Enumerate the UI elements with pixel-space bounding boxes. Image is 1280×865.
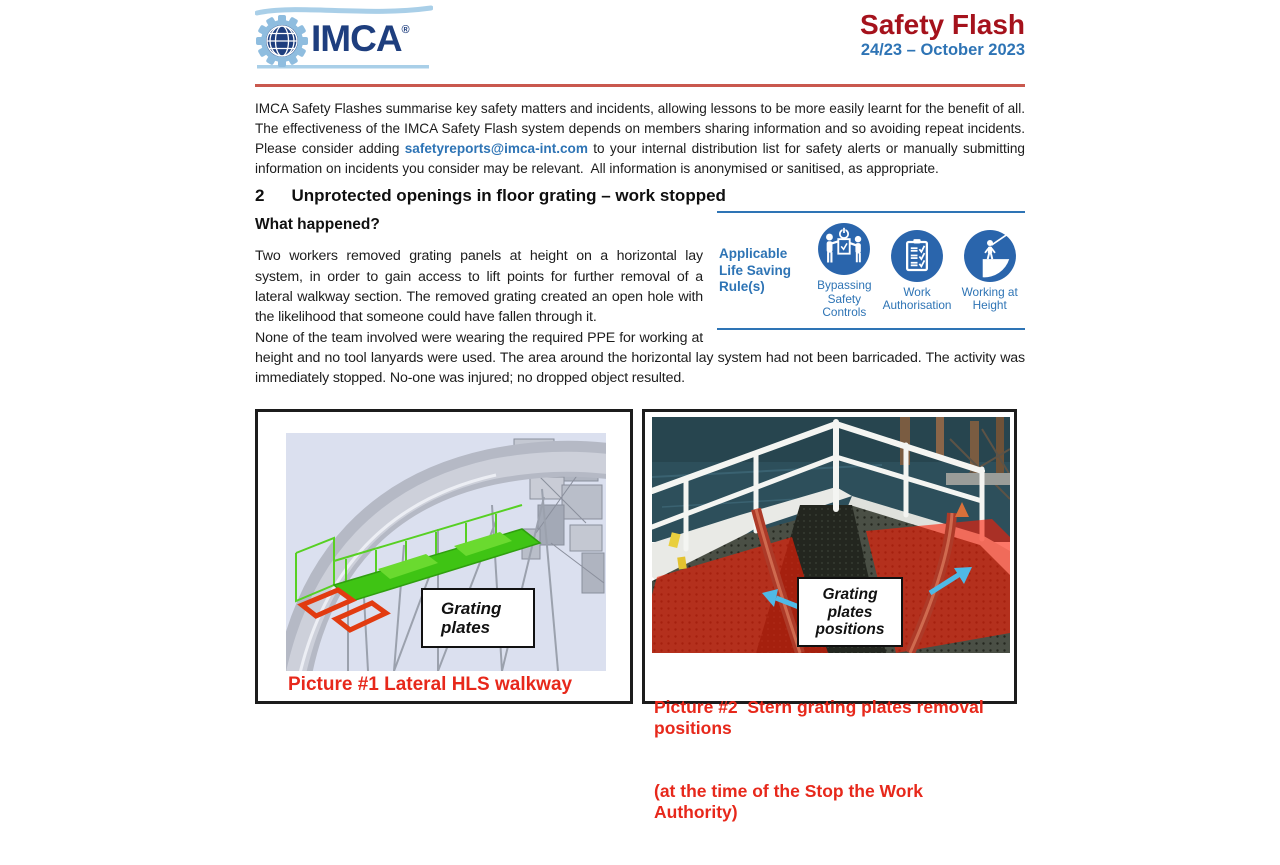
registered-mark: ® (401, 24, 409, 36)
logo-wave (257, 8, 431, 13)
figure-2 (642, 409, 1017, 823)
rule-label-working-at-height: Working at Height (961, 284, 1018, 313)
figure-2-caption-line1: Picture #2 Stern grating plates removal positions (654, 697, 989, 739)
safety-reports-email-link[interactable]: safetyreports@imca-int.com (404, 140, 588, 156)
section-heading (255, 186, 1025, 206)
work-authorisation-icon (890, 229, 944, 283)
figure-1-caption: Picture #1 Lateral HLS walkway (288, 674, 573, 696)
intro-text-post: to your internal distribution list for safety alerts or manually submitting information on incidents you consider may be relevant. All information is anonymised or sanitised, as appropriate. (255, 140, 1029, 176)
document-page (255, 0, 1029, 823)
bypassing-safety-controls-icon (817, 222, 871, 276)
body-paragraph-2: None of the team involved were wearing the required PPE for working at height and no tool lanyards were used. The area around the horizontal lay system had not been barricaded. The activity was immediately stopped. No-one was injured; no dropped object resulted. (255, 329, 1025, 387)
rule-working-at-height (954, 229, 1025, 313)
life-saving-rules-box (717, 211, 1025, 330)
grating-plates-positions-label: Grating plates positions (797, 577, 903, 647)
working-at-height-icon (963, 229, 1017, 283)
logo-wordmark: IMCA® (311, 18, 409, 59)
rule-bypassing-safety-controls (809, 222, 880, 320)
figure-2-caption-line2: (at the time of the Stop the Work Authority) (654, 781, 928, 823)
issue-number: 24/23 – October 2023 (860, 41, 1025, 60)
figures-row (255, 409, 1025, 823)
masthead (255, 4, 1025, 70)
logo-gear-globe (256, 15, 308, 67)
rule-label-bypassing-safety-controls: Bypassing Safety Controls (817, 278, 872, 320)
document-title: Safety Flash (860, 9, 1025, 40)
grating-plates-label: Grating plates (421, 588, 535, 648)
section-number: 2 (255, 186, 265, 206)
intro-paragraph (255, 99, 1029, 178)
intro-text-pre: IMCA Safety Flashes summarise key safety matters and incidents, allowing lessons to be more easily learnt for the benefit of all. The effectiveness of the IMCA Safety Flash system depends on members sharing information and so avoiding repeat incidents. Please consider adding (255, 101, 1029, 156)
rule-work-authorisation (882, 229, 953, 313)
header-divider (255, 84, 1025, 87)
life-saving-rules-label: Applicable Life Saving Rule(s) (719, 246, 792, 295)
what-happened-heading: What happened? (255, 216, 380, 234)
figure-2-caption (652, 655, 1008, 865)
masthead-right (860, 4, 1025, 60)
figure-1 (255, 409, 633, 704)
section-title: Unprotected openings in floor grating – work stopped (291, 186, 726, 206)
rule-label-work-authorisation: Work Authorisation (882, 284, 952, 313)
body-paragraph-1: Two workers removed grating panels at height on a horizontal lay system, in order to gain access to lift points for further removal of a lateral walkway section. The removed grating created an open hole with the likelihood that someone could have fallen through it. (255, 248, 703, 326)
imca-logo (255, 4, 433, 70)
